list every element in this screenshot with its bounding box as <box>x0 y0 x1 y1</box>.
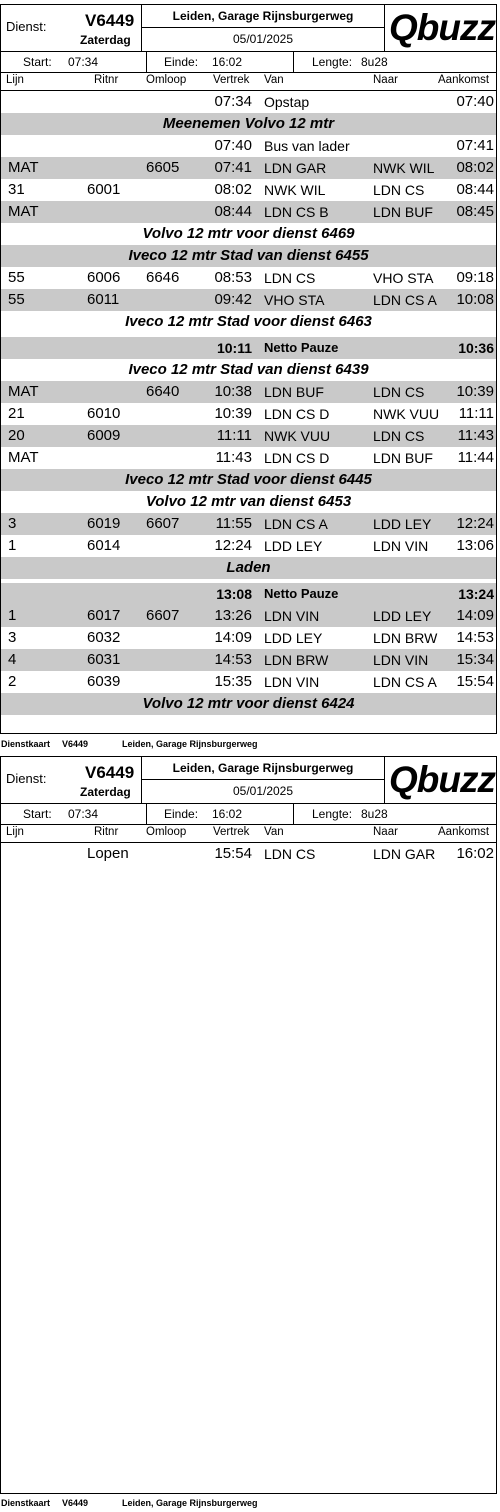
lengte-value: 8u28 <box>361 807 388 821</box>
cell-lijn: MAT <box>8 159 39 176</box>
cell-omloop: 6640 <box>146 383 180 400</box>
col-naar: Naar <box>373 74 398 86</box>
schedule-rows <box>1 843 496 865</box>
cell-vertrek: 11:11 <box>216 427 252 444</box>
cell-naar: LDN CS <box>373 384 425 400</box>
trip-row <box>1 513 496 535</box>
duty-card-page-2 <box>0 752 500 1512</box>
footer-label: Dienstkaart <box>1 739 51 749</box>
cell-van: LDN CS <box>264 270 316 286</box>
footer-label: Dienstkaart <box>1 1498 51 1508</box>
cell-lijn: 21 <box>8 405 25 422</box>
start-value: 07:34 <box>68 807 99 821</box>
cell-lijn: MAT <box>8 383 39 400</box>
cell-naar: LDN BRW <box>373 630 438 646</box>
cell-ritnr: 6039 <box>87 673 121 690</box>
cell-ritnr: Lopen <box>87 845 129 862</box>
cell-naar: NWK VUU <box>373 406 440 422</box>
cell-van: LDN VIN <box>264 608 320 624</box>
col-van: Van <box>264 826 284 838</box>
cell-lijn: 55 <box>8 291 25 308</box>
cell-ritnr: 6009 <box>87 427 121 444</box>
cell-van: LDN CS <box>264 846 316 862</box>
location-date-box <box>141 757 385 803</box>
section-row <box>1 557 496 579</box>
cell-ritnr: 6032 <box>87 629 121 646</box>
cell-aankomst: 11:44 <box>457 449 494 466</box>
day-label: Zaterdag <box>80 33 131 47</box>
cell-lijn: MAT <box>8 203 39 220</box>
section-row <box>1 245 496 267</box>
trip-row <box>1 605 496 627</box>
section-title: Volvo 12 mtr voor dienst 6424 <box>142 695 355 712</box>
cell-vertrek: 15:54 <box>214 845 252 862</box>
cell-lijn: 3 <box>8 629 17 646</box>
cell-vertrek: 15:35 <box>214 673 252 690</box>
cell-vertrek: 08:44 <box>214 203 252 220</box>
cell-lijn: 1 <box>8 537 17 554</box>
cell-vertrek: 08:53 <box>214 269 252 286</box>
cell-naar: VHO STA <box>373 270 434 286</box>
col-ritnr: Ritnr <box>94 74 119 86</box>
cell-ritnr: 6006 <box>87 269 121 286</box>
times-bar <box>1 52 496 73</box>
footer-dienst: V6449 <box>62 739 89 749</box>
lengte-label: Lengte: <box>312 55 353 69</box>
divider <box>293 52 294 72</box>
section-title: Laden <box>226 559 271 576</box>
trip-row <box>1 403 496 425</box>
times-bar <box>1 804 496 825</box>
cell-aankomst: 09:18 <box>456 269 494 286</box>
cell-lijn: 2 <box>8 673 17 690</box>
cell-van: NWK WIL <box>264 182 326 198</box>
cell-aankomst: 08:45 <box>456 203 494 220</box>
duty-card-page-1 <box>0 0 500 752</box>
footer-location: Leiden, Garage Rijnsburgerweg <box>122 739 258 749</box>
section-row <box>1 491 496 513</box>
cell-vertrek: 07:40 <box>214 137 252 154</box>
section-title: Iveco 12 mtr Stad van dienst 6455 <box>128 247 369 264</box>
header-slot <box>1 757 496 843</box>
location-label: Leiden, Garage Rijnsburgerweg <box>142 5 384 28</box>
divider <box>146 52 147 72</box>
start-label: Start: <box>23 807 52 821</box>
cell-aankomst: 08:44 <box>456 181 494 198</box>
trip-row <box>1 447 496 469</box>
cell-ritnr: 6031 <box>87 651 121 668</box>
cell-omloop: 6605 <box>146 159 180 176</box>
trip-row <box>1 91 496 113</box>
column-header-row <box>1 825 496 843</box>
trip-row <box>1 381 496 403</box>
cell-van: LDN CS B <box>264 204 329 220</box>
cell-aankomst: 15:34 <box>456 651 494 668</box>
cell-omloop: 6607 <box>146 515 180 532</box>
cell-vertrek: 10:38 <box>214 383 252 400</box>
cell-aankomst: 15:54 <box>456 673 494 690</box>
duty-card-frame <box>0 4 497 734</box>
cell-ritnr: 6017 <box>87 607 121 624</box>
cell-ritnr: 6014 <box>87 537 121 554</box>
cell-vertrek: 10:39 <box>214 405 252 422</box>
cell-vertrek: 08:02 <box>214 181 252 198</box>
einde-value: 16:02 <box>212 55 243 69</box>
pause-row <box>1 337 496 359</box>
einde-value: 16:02 <box>212 807 243 821</box>
pause-label: Netto Pauze <box>264 340 339 355</box>
footer-location: Leiden, Garage Rijnsburgerweg <box>122 1498 258 1508</box>
trip-row <box>1 671 496 693</box>
cell-vertrek: 13:26 <box>214 607 252 624</box>
cell-vertrek: 11:55 <box>215 515 252 532</box>
col-omloop: Omloop <box>146 826 187 838</box>
trip-row <box>1 843 496 865</box>
duty-card-frame <box>0 756 497 1494</box>
trip-row <box>1 627 496 649</box>
cell-aankomst: 14:53 <box>456 629 494 646</box>
col-lijn: Lijn <box>6 826 24 838</box>
trip-row <box>1 267 496 289</box>
trip-row <box>1 179 496 201</box>
section-row <box>1 359 496 381</box>
cell-naar: LDD LEY <box>373 516 432 532</box>
cell-vertrek: 14:09 <box>214 629 252 646</box>
cell-naar: LDN VIN <box>373 652 429 668</box>
cell-aankomst: 11:11 <box>458 405 494 422</box>
start-value: 07:34 <box>68 55 99 69</box>
cell-aankomst: 11:43 <box>457 427 494 444</box>
cell-van: LDN CS D <box>264 406 330 422</box>
cell-naar: LDN GAR <box>373 846 436 862</box>
cell-lijn: 20 <box>8 427 25 444</box>
cell-lijn: 31 <box>8 181 25 198</box>
cell-aankomst: 07:41 <box>456 137 494 154</box>
cell-aankomst: 10:39 <box>456 383 494 400</box>
cell-ritnr: 6001 <box>87 181 121 198</box>
col-aankomst: Aankomst <box>438 74 490 86</box>
cell-van: LDN BUF <box>264 384 324 400</box>
start-label: Start: <box>23 55 52 69</box>
col-naar: Naar <box>373 826 398 838</box>
cell-ritnr: 6011 <box>87 291 120 308</box>
footer-dienst: V6449 <box>62 1498 89 1508</box>
section-row <box>1 469 496 491</box>
cell-aankomst: 13:06 <box>456 537 494 554</box>
cell-naar: LDD LEY <box>373 608 432 624</box>
cell-lijn: 4 <box>8 651 17 668</box>
section-title: Iveco 12 mtr Stad voor dienst 6463 <box>125 313 372 330</box>
pause-end: 13:24 <box>458 586 494 602</box>
lengte-value: 8u28 <box>361 55 388 69</box>
cell-naar: LDN VIN <box>373 538 429 554</box>
divider <box>146 804 147 824</box>
cell-lijn: 3 <box>8 515 17 532</box>
cell-naar: LDN CS <box>373 182 425 198</box>
cell-naar: LDN CS <box>373 428 425 444</box>
cell-van: LDN GAR <box>264 160 327 176</box>
col-ritnr: Ritnr <box>94 826 119 838</box>
trip-row <box>1 649 496 671</box>
divider <box>293 804 294 824</box>
date-label: 05/01/2025 <box>232 32 294 46</box>
trip-row <box>1 535 496 557</box>
cell-naar: NWK WIL <box>373 160 435 176</box>
cell-omloop: 6646 <box>146 269 180 286</box>
col-van: Van <box>264 74 284 86</box>
section-title: Volvo 12 mtr voor dienst 6469 <box>142 225 355 242</box>
cell-vertrek: 14:53 <box>214 651 252 668</box>
cell-vertrek: 11:43 <box>215 449 252 466</box>
cell-van: Bus van lader <box>264 138 350 154</box>
location-label: Leiden, Garage Rijnsburgerweg <box>142 757 384 780</box>
einde-label: Einde: <box>164 55 199 69</box>
cell-van: Opstap <box>264 94 310 110</box>
pause-row <box>1 583 496 605</box>
cell-lijn: 55 <box>8 269 25 286</box>
cell-van: NWK VUU <box>264 428 331 444</box>
section-row <box>1 223 496 245</box>
qbuzz-logo: Qbuzz <box>389 7 495 48</box>
cell-van: LDD LEY <box>264 538 323 554</box>
trip-row <box>1 425 496 447</box>
cell-aankomst: 14:09 <box>456 607 494 624</box>
cell-ritnr: 6010 <box>87 405 121 422</box>
pause-label: Netto Pauze <box>264 586 339 601</box>
header-slot <box>1 5 496 91</box>
cell-naar: LDN BUF <box>373 450 433 466</box>
section-title: Iveco 12 mtr Stad voor dienst 6445 <box>125 471 372 488</box>
pause-end: 10:36 <box>458 340 494 356</box>
cell-naar: LDN BUF <box>373 204 433 220</box>
col-lijn: Lijn <box>6 74 24 86</box>
cell-aankomst: 07:40 <box>456 93 494 110</box>
pause-start: 10:11 <box>216 340 252 356</box>
cell-van: LDN BRW <box>264 652 329 668</box>
date-label: 05/01/2025 <box>232 784 294 798</box>
cell-naar: LDN CS A <box>373 292 437 308</box>
trip-row <box>1 135 496 157</box>
dienst-label: Dienst: <box>6 19 47 34</box>
lengte-label: Lengte: <box>312 807 353 821</box>
dienst-label: Dienst: <box>6 771 47 786</box>
trip-row <box>1 201 496 223</box>
section-row <box>1 693 496 715</box>
cell-lijn: MAT <box>8 449 39 466</box>
cell-van: LDN CS A <box>264 516 328 532</box>
col-omloop: Omloop <box>146 74 187 86</box>
day-label: Zaterdag <box>80 785 131 799</box>
cell-vertrek: 09:42 <box>214 291 252 308</box>
cell-van: LDN VIN <box>264 674 320 690</box>
cell-vertrek: 12:24 <box>214 537 252 554</box>
dienst-number: V6449 <box>85 11 135 30</box>
duty-header <box>1 757 496 804</box>
section-title: Iveco 12 mtr Stad van dienst 6439 <box>128 361 369 378</box>
duty-header <box>1 5 496 52</box>
section-row <box>1 113 496 135</box>
trip-row <box>1 157 496 179</box>
cell-omloop: 6607 <box>146 607 180 624</box>
pause-start: 13:08 <box>216 586 252 602</box>
cell-van: LDD LEY <box>264 630 323 646</box>
cell-vertrek: 07:41 <box>214 159 252 176</box>
cell-aankomst: 16:02 <box>456 845 494 862</box>
location-date-box <box>141 5 385 51</box>
dienst-number: V6449 <box>85 763 135 782</box>
section-title: Meenemen Volvo 12 mtr <box>162 115 335 132</box>
col-vertrek: Vertrek <box>213 74 250 86</box>
section-title: Volvo 12 mtr van dienst 6453 <box>145 493 352 510</box>
einde-label: Einde: <box>164 807 199 821</box>
cell-van: VHO STA <box>264 292 325 308</box>
column-header-row <box>1 73 496 91</box>
cell-ritnr: 6019 <box>87 515 121 532</box>
cell-van: LDN CS D <box>264 450 330 466</box>
section-row <box>1 311 496 333</box>
cell-aankomst: 10:08 <box>456 291 494 308</box>
cell-aankomst: 08:02 <box>456 159 494 176</box>
col-vertrek: Vertrek <box>213 826 250 838</box>
col-aankomst: Aankomst <box>438 826 490 838</box>
cell-naar: LDN CS A <box>373 674 437 690</box>
schedule-rows <box>1 91 496 715</box>
cell-aankomst: 12:24 <box>456 515 494 532</box>
cell-lijn: 1 <box>8 607 17 624</box>
qbuzz-logo: Qbuzz <box>389 759 495 800</box>
trip-row <box>1 289 496 311</box>
cell-vertrek: 07:34 <box>214 93 252 110</box>
